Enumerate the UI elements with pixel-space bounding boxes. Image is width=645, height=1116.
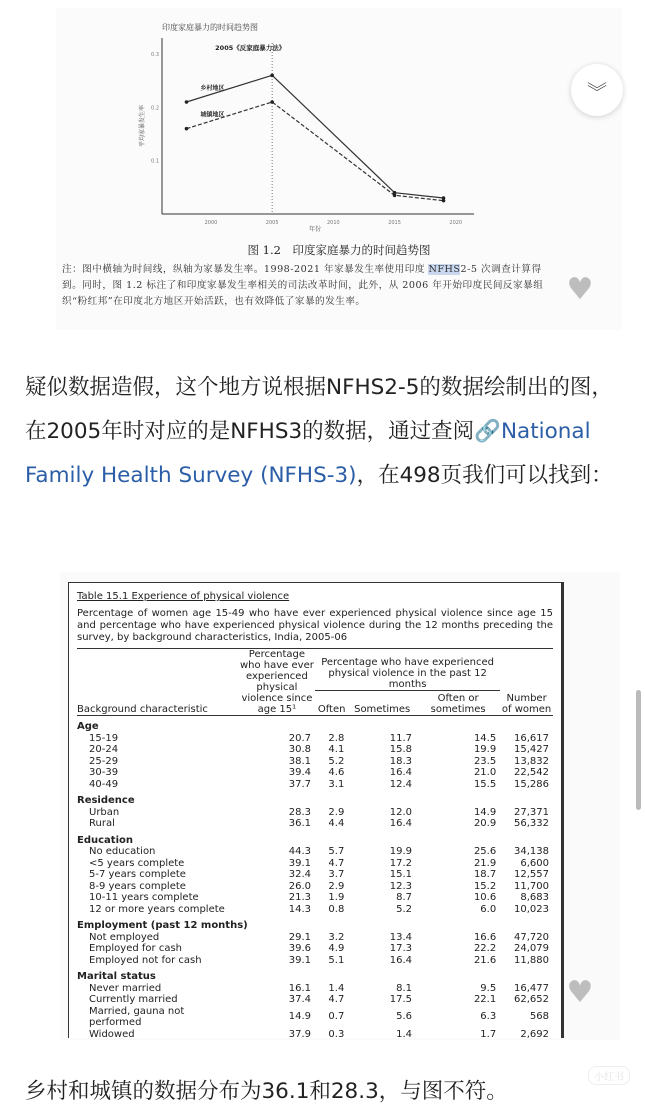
table-group-row [77,915,553,932]
table-cell: 14.5 [473,732,497,744]
data-point [270,74,274,78]
group-label: Age [77,721,99,732]
x-tick-label: 2010 [326,220,340,226]
table-row [77,955,553,967]
table-row [77,892,553,904]
table-cell: 25.6 [473,846,497,857]
paragraph-text: ，在498页我们可以找到： [356,463,613,488]
figure-note [62,262,558,310]
table-cell: 3.1 [328,778,345,790]
header-background: Background characteristic [77,649,239,716]
table-cell: Currently married [89,994,178,1005]
table-cell: 16,617 [514,732,549,744]
table-cell: 11,700 [514,880,549,892]
table-cell: 12.4 [389,778,413,790]
table-cell: 15.1 [389,869,413,880]
table-cell: 12,557 [514,869,549,880]
table-row [77,767,553,779]
link-icon: 🔗 [474,419,501,444]
table-cell: 15.8 [389,744,413,755]
y-tick-label: 0.3 [151,52,159,58]
table-row [77,818,553,830]
table-cell: 13,832 [514,755,549,767]
table-cell: 16,477 [514,982,549,994]
table-cell: 8.1 [396,982,413,994]
table-cell: 19.9 [473,744,497,755]
y-tick-label: 0.2 [151,105,159,112]
table-cell: 22.1 [473,994,497,1005]
chart-title: 印度家庭暴力的时间趋势图 [162,23,258,32]
x-tick-label: 2015 [388,220,401,226]
table-cell: 39.1 [288,954,311,966]
table-cell: 5.6 [396,1011,413,1023]
conclusion-text: 乡村和城镇的数据分布为36.1和28.3，与图不符。 [25,1079,508,1104]
header-number: Number of women [500,649,553,716]
table-cell: 10-11 years complete [89,892,199,903]
table-cell: 38.1 [288,755,311,767]
table-cell: 20-24 [89,744,119,755]
table-cell: <5 years complete [89,857,185,869]
table-cell: 14.9 [473,806,497,818]
table-cell: 11,880 [514,954,549,966]
group-label: Marital status [77,971,156,982]
note-text: 2-5 次调查计算得到。同时，图 1.2 标注了和印度家暴发生率相关的司法改革时间，此外，从 2006 年开始印度民间反家暴组织“粉红邦”在印度北方地区开始活跃，也有效降低了家暴的发生率。 [62,264,544,307]
table-row [77,779,553,791]
table-cell: 4.4 [328,818,345,829]
watermark-logo: 小红书 [588,1066,630,1085]
table-cell: 4.1 [328,744,345,755]
table-cell: 3.7 [328,869,345,880]
table-cell: 37.9 [288,1028,311,1040]
table-cell: 1.4 [396,1028,413,1040]
table-cell: 16.4 [389,954,413,966]
series-line-0 [186,75,443,198]
table-cell: 0.8 [328,903,345,915]
table-image[interactable] [60,572,620,1040]
table-group-row [77,790,553,807]
table-cell: 47,720 [514,931,549,943]
table-row [77,869,553,881]
table-cell: 62,652 [514,994,549,1005]
table-cell: 21.3 [288,892,311,903]
table-cell: 0.7 [328,1011,345,1023]
figure-caption: 图 1.2 印度家庭暴力的时间趋势图 [247,243,431,257]
table-cell: 15.2 [473,880,497,892]
table-cell: 14.3 [288,903,311,915]
table-row [77,756,553,768]
group-label: Education [77,834,133,846]
table-cell: 39.4 [288,767,311,778]
table-cell: 22.2 [473,943,497,954]
heart-icon: ♥ [566,272,594,307]
table-cell: 9.5 [480,982,497,994]
table-cell: 2.9 [328,880,345,892]
table-cell: 15-19 [89,732,119,744]
table-cell: 18.7 [473,869,497,880]
y-tick-label: 0.1 [151,158,159,165]
table-cell: 1.4 [328,982,345,994]
table-cell: 8,683 [520,892,549,903]
table-cell: 18.3 [389,755,413,767]
table-cell: 20.7 [288,732,311,744]
x-tick-label: 2000 [204,220,218,226]
highlighted-term: NFHS [428,264,461,275]
table-cell: 3.2 [328,931,345,943]
header-past-12-months: Percentage who have experienced physical violence in the past 12 months [315,649,500,690]
table-cell: Rural [89,818,115,829]
header-either: Often or sometimes [416,690,500,715]
table-cell: 30-39 [89,767,119,778]
table-row [77,943,553,955]
note-text: 注：图中横轴为时间线，纵轴为家暴发生率。1998-2021 年家暴发生率使用印度 [62,264,429,275]
table-cell: 16.6 [473,931,497,943]
table-cell: 6.3 [480,1011,497,1023]
table-cell: 30.8 [288,744,311,755]
table-row [77,807,553,819]
table-cell: 2.8 [328,732,345,744]
table-cell: 4.6 [328,767,345,778]
table-cell: 37.7 [288,778,311,790]
table-cell: 21.9 [473,857,497,869]
table-cell: 5-7 years complete [89,869,186,880]
table-cell: 4.9 [328,943,345,954]
table-cell: 13.4 [389,931,413,943]
x-axis-label: 年份 [308,226,322,233]
table-cell: No education [89,846,156,857]
table-cell: 25-29 [89,755,119,767]
table-cell: 21.0 [473,767,497,778]
line-chart [56,8,622,238]
table-group-row [77,716,553,733]
table-cell: 6,600 [520,857,549,869]
x-tick-label: 2005 [265,220,279,226]
like-button[interactable] [563,273,597,307]
table-cell: 8.7 [396,892,413,903]
table-cell: 0.3 [328,1028,345,1040]
data-point [393,194,397,198]
table-cell: 17.5 [389,994,413,1005]
table-group-row [77,966,553,983]
table-cell: 23.5 [473,755,497,767]
table-cell: 29.1 [288,931,311,943]
table-cell: 34,138 [514,846,549,857]
article-paragraph [25,366,625,498]
table-description: Percentage of women age 15-49 who have ever experienced physical violence since age 15 and percentage who have experienced physical violence during the 12 months preceding the survey, by background characteristics, India, 2005-06 [77,608,553,649]
table-cell: 44.3 [288,846,311,857]
data-point [442,199,446,203]
table-cell: Married, gauna not performed [89,1005,185,1028]
table-cell: 1.9 [328,892,345,903]
table-row [77,904,553,916]
like-button[interactable] [563,976,597,1010]
table-row [77,733,553,745]
table-cell: 1.7 [480,1028,497,1040]
table-cell: 56,332 [514,818,549,829]
table-cell: 10.6 [473,892,497,903]
table-cell: 21.6 [473,954,497,966]
table-cell: 11.7 [389,732,413,744]
table-row [77,1029,553,1041]
y-axis-label: 平均家暴发生率 [139,104,146,148]
table-cell: 10,023 [514,903,549,915]
table-row [77,932,553,944]
table-cell: 12.0 [389,806,413,818]
table-cell: 39.6 [288,943,311,954]
paragraph-text: 疑似数据造假，这个地方说根据NFHS2-5的数据绘制出的图，在2005年时对应的是NFHS3的数据，通过查阅 [25,375,613,444]
table-row [77,858,553,870]
table-cell: Employed not for cash [89,954,202,966]
double-chevron-down-icon: ︾ [587,79,607,104]
table-cell: 15,286 [514,778,549,790]
table-cell: 15.5 [473,778,497,790]
figure-image-domestic-violence-trend[interactable] [56,8,622,330]
table-cell: Never married [89,982,162,994]
data-point [270,100,274,104]
link-text: National Family Health Survey (NFHS-3) [25,419,591,488]
series-label: 城镇地区 [200,111,225,119]
table-cell: 24,079 [514,943,549,954]
table-cell: 16.1 [288,982,311,994]
table-cell: 40-49 [89,778,119,790]
table-cell: 2.9 [328,806,345,818]
table-group-row [77,830,553,847]
table-cell: 5.1 [328,954,345,966]
table-cell: 12.3 [389,880,413,892]
table-row [77,994,553,1006]
table-cell: 16.4 [389,767,413,778]
table-cell: 568 [529,1011,549,1023]
header-ever: Percentage who have ever experienced physical violence since age 15¹ [239,649,314,715]
table-cell: Not employed [89,931,160,943]
table-cell: 5.2 [396,903,413,915]
table-cell: 36.1 [288,818,311,829]
scrollbar[interactable] [636,690,641,810]
table-cell: 17.3 [389,943,413,954]
table-cell: 4.7 [328,857,345,869]
table-cell: 14.9 [288,1011,311,1023]
table-cell: 5.2 [328,755,345,767]
data-point [185,100,189,104]
annotation-label: 2005《反家庭暴力法》 [215,44,286,52]
table-cell: 26.0 [288,880,311,892]
table-title: Table 15.1 Experience of physical violence [77,591,290,602]
table-cell: 4.7 [328,994,345,1005]
collapse-button[interactable] [571,64,623,116]
data-point [185,127,189,131]
table-cell: 28.3 [288,806,311,818]
table-row [77,1006,553,1029]
table-cell: 8-9 years complete [89,880,186,892]
table-cell: Urban [89,806,120,818]
table-cell: 16.4 [389,818,413,829]
heart-icon: ♥ [566,975,594,1010]
table [77,649,553,1040]
table-cell: 12 or more years complete [89,903,225,915]
table-cell: 19.9 [389,846,413,857]
table-cell: 2,692 [520,1028,549,1040]
table-row [77,846,553,858]
table-cell: 15,427 [514,744,549,755]
group-label: Residence [77,795,135,806]
table-cell: 39.1 [288,857,311,869]
table-cell: 22,542 [514,767,549,778]
table-cell: 20.9 [473,818,497,829]
table-row [77,983,553,995]
table-cell: Employed for cash [89,943,183,954]
table-cell: 6.0 [480,903,497,915]
table-row [77,881,553,893]
header-sometimes: Sometimes [348,690,416,715]
table-cell: 5.7 [328,846,345,857]
x-tick-label: 2020 [449,220,463,226]
table-cell: Widowed [89,1028,135,1040]
table-cell: 32.4 [288,869,311,880]
table-cell: 17.2 [389,857,413,869]
header-often: Often [315,690,348,715]
table-cell: 37.4 [288,994,311,1005]
series-label: 乡村地区 [200,85,225,92]
violence-table [68,582,564,1038]
table-cell: 27,371 [514,806,549,818]
group-label: Employment (past 12 months) [77,920,248,931]
table-row [77,744,553,756]
